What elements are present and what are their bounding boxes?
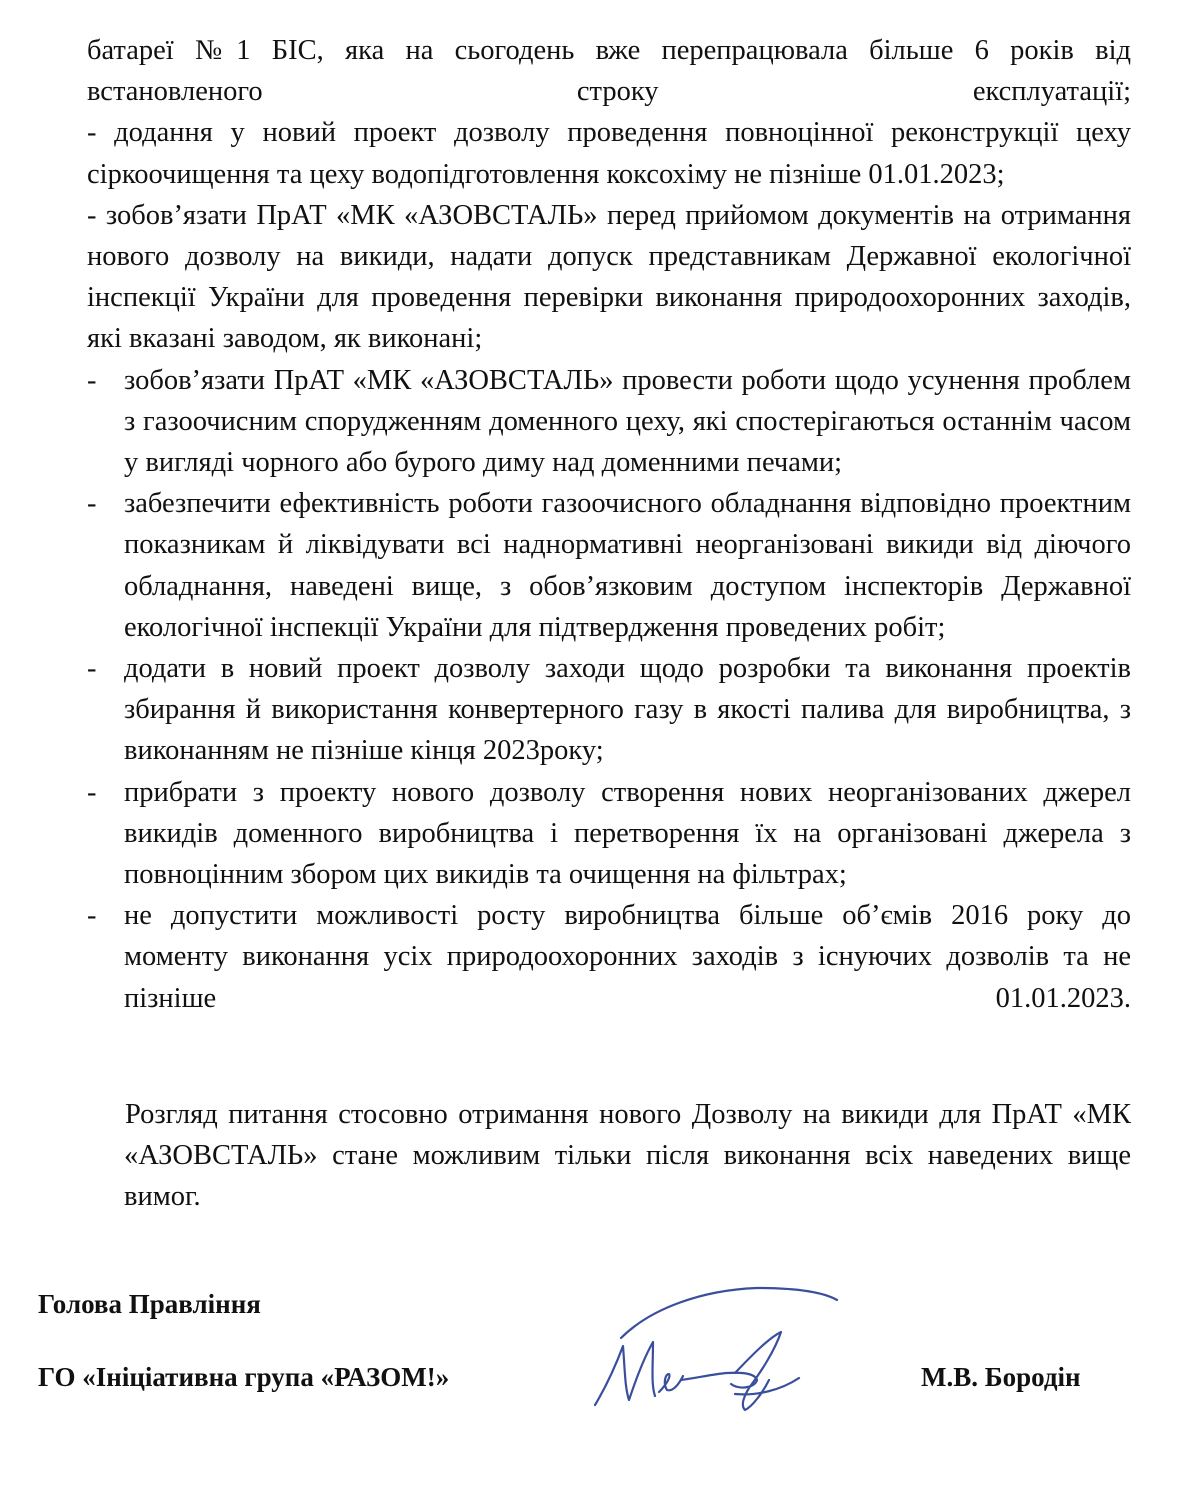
letter-body [87, 30, 1131, 1019]
handwritten-signature [585, 1280, 845, 1430]
requirements-list [87, 360, 1131, 1019]
signatory-organization: ГО «Ініціативна група «РАЗОМ!» [38, 1362, 450, 1392]
list-item [87, 772, 1131, 896]
list-item [87, 648, 1131, 772]
bullet-dash: - [87, 364, 97, 396]
list-item-text: не допустити можливості росту виробництва більше об’ємів 2016 року до моменту виконання усіх природоохоронних заходів з існуючих дозволів та не пізніше 01.01.2023. [124, 900, 1131, 1014]
bullet-dash: - [87, 776, 97, 808]
bullet-dash: - [87, 653, 97, 685]
continuation-paragraph: батареї №1 БІС, яка на сьогодень вже перепрацювала більше 6 років від встановленого строку експлуатації; [87, 35, 1131, 108]
list-item [87, 483, 1131, 648]
signatory-title: Голова Правління [38, 1289, 261, 1319]
bullet-dash: - [87, 488, 97, 520]
list-item-text: забезпечити ефективність роботи газоочисного обладнання відповідно проектним показникам й ліквідувати всі наднормативні неорганізовані викиди від діючого обладнання, наведені вище, з обов’язковим доступом інспекторів Державної екологічної інспекції України для підтвердження проведених робіт; [124, 488, 1131, 643]
closing-paragraph: Розгляд питання стосовно отримання нового Дозволу на викиди для ПрАТ «МК «АЗОВСТАЛЬ» стане можливим тільки після виконання всіх наведених вище вимог. [124, 1099, 1131, 1213]
bullet-dash: - [87, 900, 97, 932]
list-item-text: додати в новий проект дозволу заходи щодо розробки та виконання проектів збирання й використання конвертерного газу в якості палива для виробництва, з виконанням не пізніше кінця 2023року; [124, 653, 1131, 767]
paragraph-inspection-access: - зобов’язати ПрАТ «МК «АЗОВСТАЛЬ» перед прийомом документів на отримання нового дозволу на викиди, надати допуск представникам Державної екологічної інспекції України для проведення перевірки виконання природоохоронних заходів, які вказані заводом, як виконані; [87, 199, 1131, 355]
list-item-text: прибрати з проекту нового дозволу створення нових неорганізованих джерел викидів доменного виробництва і перетворення їх на організовані джерела з повноцінним збором цих викидів та очищення на фільтрах; [124, 776, 1131, 891]
list-item-text: зобов’язати ПрАТ «МК «АЗОВСТАЛЬ» провести роботи щодо усунення проблем з газоочисним спорудженням доменного цеху, які спостерігаються останнім часом у вигляді чорного або бурого диму над доменними печами; [124, 364, 1131, 479]
signatory-name: М.В. Бородін [921, 1362, 1081, 1392]
list-item [87, 360, 1131, 484]
paragraph-reconstruction: - додання у новий проект дозволу проведення повноцінної реконструкції цеху сіркоочищення та цеху водопідготовлення коксохіму не пізніше 01.01.2023; [87, 117, 1131, 190]
list-item [87, 895, 1131, 1019]
